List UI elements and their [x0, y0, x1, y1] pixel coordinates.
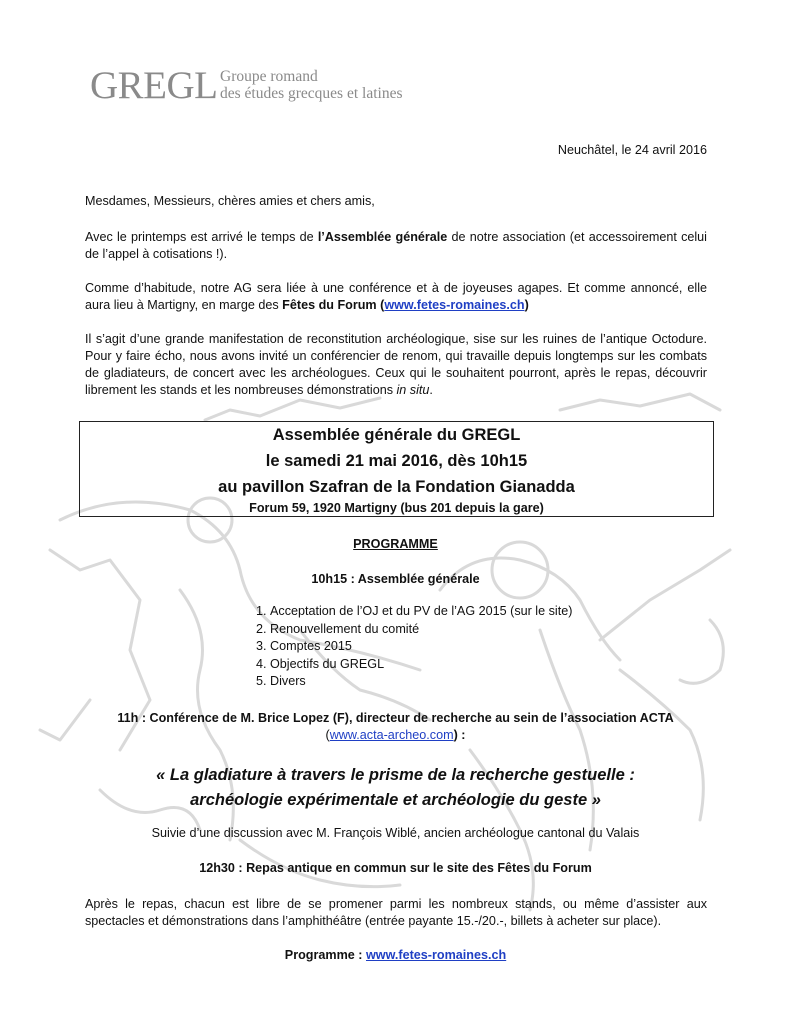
footer-label: Programme : [284, 948, 366, 962]
agenda-item: 3. Comptes 2015 [256, 639, 352, 653]
session-lunch: 12h30 : Repas antique en commun sur le site des Fêtes du Forum [199, 861, 592, 875]
conference-announcement: 11h : Conférence de M. Brice Lopez (F), directeur de recherche au sein de l’association ACTA [117, 711, 674, 725]
acta-archeo-link[interactable]: www.acta-archeo.com [329, 728, 454, 742]
agenda-item: 5. Divers [256, 674, 306, 688]
paragraph-venue [85, 280, 707, 314]
footer-fetes-romaines-link[interactable]: www.fetes-romaines.ch [365, 948, 507, 962]
salutation: Mesdames, Messieurs, chères amies et chers amis, [85, 194, 375, 208]
paragraph-intro-bold: l’Assemblée générale [317, 230, 448, 244]
box-venue: au pavillon Szafran de la Fondation Gianadda [218, 478, 575, 496]
box-title: Assemblée générale du GREGL [272, 426, 521, 444]
paragraph-intro-text-c: de notre association (et accessoirement celui de l’appel à cotisations !). [85, 230, 707, 261]
box-address: Forum 59, 1920 Martigny (bus 201 depuis la gare) [249, 501, 544, 515]
letter-date: Neuchâtel, le 24 avril 2016 [557, 143, 707, 157]
conference-title-line-1: « La gladiature à travers le prisme de la recherche gestuelle : [156, 766, 635, 784]
logo-subtitle [220, 68, 460, 102]
agenda-item: 4. Objectifs du GREGL [256, 656, 385, 671]
assembly-info-box [79, 421, 714, 517]
paragraph-description-text-a: Il s’agit d’une grande manifestation de reconstitution archéologique, sise sur les ruines de l’antique Octodure. Pour y faire écho, nous avons invité un conférencier de renom, qui travaille depuis longtemps sur les combats de gladiateurs, de concert avec les archéologues. Ceux qui le souhaitent pourront, après le repas, découvrir librement les stands et les nombreuses démonstrations [85, 332, 707, 397]
paragraph-intro [85, 229, 707, 263]
discussion-note: Suivie d’une discussion avec M. François Wiblé, ancien archéologue cantonal du Valais [151, 826, 640, 840]
paragraph-description [85, 331, 707, 399]
in-situ-italic: in situ [396, 383, 430, 397]
logo-subtitle-line-1: Groupe romand [220, 68, 318, 85]
fetes-romaines-link[interactable]: www.fetes-romaines.ch [384, 298, 525, 312]
agenda-item: 1. Acceptation de l’OJ et du PV de l’AG 2015 (sur le site) [256, 604, 573, 618]
paragraph-venue-text-a: Comme d’habitude, notre AG sera liée à une conférence et à de joyeuses agapes. Et comme annoncé, elle aura lieu à Martigny, en marge des [85, 281, 707, 312]
box-date: le samedi 21 mai 2016, dès 10h15 [265, 452, 528, 470]
agenda-list [256, 603, 572, 691]
footer-programme [0, 947, 791, 964]
conference-link-line: (www.acta-archeo.com) : [325, 728, 466, 742]
fetes-du-forum-bold: Fêtes du Forum ( [282, 298, 385, 312]
conference-title-line-2: archéologie expérimentale et archéologie du geste » [190, 791, 601, 809]
agenda-item: 2. Renouvellement du comité [256, 621, 420, 636]
paragraph-after-lunch: Après le repas, chacun est libre de se promener parmi les nombreux stands, ou même d’assister aux spectacles et démonstrations dans l’amphithéâtre (entrée payante 15.-/20.-, billets à acheter sur place). [85, 897, 707, 928]
paragraph-description-text-b: . [429, 383, 433, 397]
programme-heading: PROGRAMME [353, 537, 438, 551]
paragraph-intro-text-a: Avec le printemps est arrivé le temps de [85, 230, 318, 244]
session-assembly: 10h15 : Assemblée générale [311, 572, 480, 586]
logo-wordmark: GREGL [90, 64, 218, 107]
paragraph-venue-text-d: ) [524, 298, 529, 312]
logo-subtitle-line-2: des études grecques et latines [220, 85, 403, 102]
